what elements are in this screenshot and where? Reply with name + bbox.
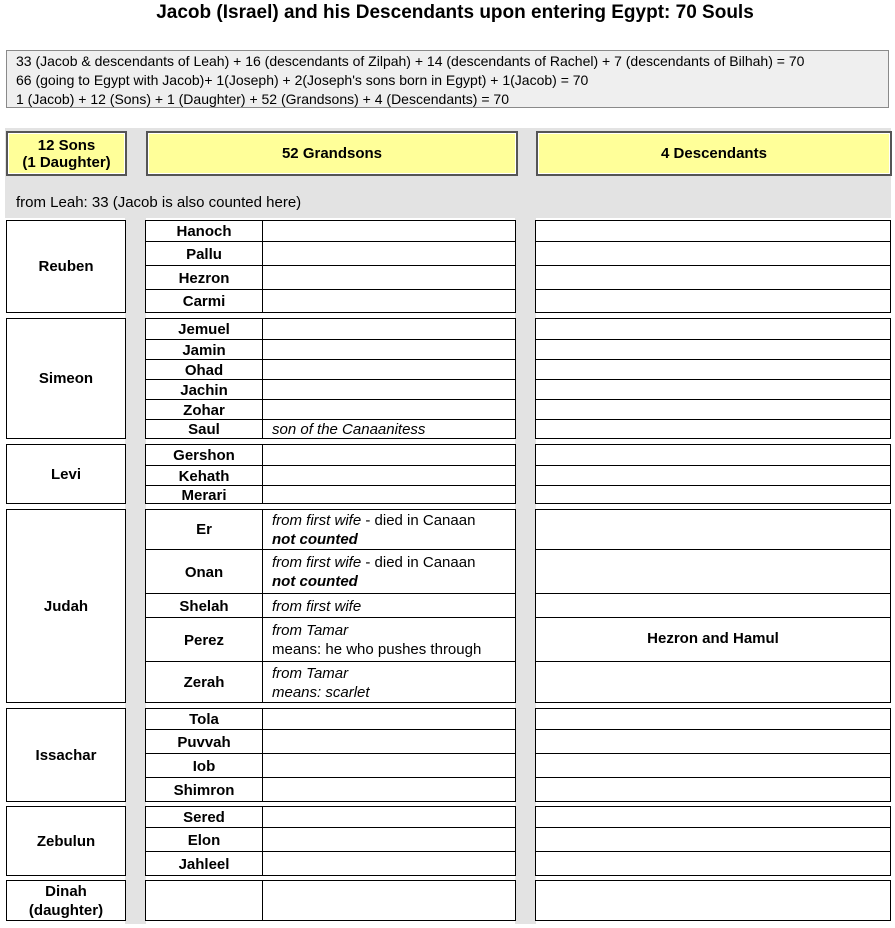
grandson-group <box>145 220 516 313</box>
grandson-row <box>146 265 515 290</box>
grandson-note <box>263 730 515 754</box>
son-name: Levi <box>50 465 81 483</box>
grandson-name: Sered <box>146 807 263 827</box>
grandson-name: Shelah <box>146 594 263 618</box>
section-heading: from Leah: 33 (Jacob is also counted here) <box>16 194 302 211</box>
grandson-name <box>146 881 263 920</box>
grandson-row <box>146 241 515 266</box>
grandson-row <box>146 289 515 313</box>
grandson-name: Carmi <box>146 290 263 313</box>
son-name: Zebulun <box>36 832 96 850</box>
grandson-row <box>146 729 515 754</box>
son-name-note: (daughter) <box>28 901 104 919</box>
grandson-note <box>263 550 515 594</box>
grandson-row <box>146 881 515 920</box>
grandson-group <box>145 880 516 921</box>
grandson-note <box>263 319 515 339</box>
grandson-row <box>146 709 515 729</box>
note-text: - died in Canaan <box>361 554 476 571</box>
descendant-names: Hezron and Hamul <box>647 630 779 647</box>
son-cell <box>6 708 126 802</box>
grandson-note <box>263 400 515 420</box>
grandson-row <box>146 419 515 439</box>
grandson-name: Ohad <box>146 360 263 380</box>
grandson-group <box>145 318 516 439</box>
descendant-group <box>535 444 891 504</box>
son-name: Judah <box>43 597 89 615</box>
note-emphasis: not counted <box>272 573 358 590</box>
son-cell <box>6 806 126 876</box>
gutter-right <box>515 218 536 924</box>
grandson-name: Jahleel <box>146 852 263 876</box>
grandson-name: Zohar <box>146 400 263 420</box>
grandson-note <box>263 266 515 290</box>
grandson-name: Perez <box>146 618 263 662</box>
header-sons-line1: 12 Sons <box>37 136 96 154</box>
grandson-name: Jachin <box>146 380 263 400</box>
grandson-note <box>263 466 515 486</box>
grandson-name: Tola <box>146 709 263 729</box>
grandson-group <box>145 806 516 876</box>
grandson-row <box>146 445 515 465</box>
grandson-note <box>263 360 515 380</box>
note-text: from first wife <box>272 511 362 529</box>
note-text: son of the Canaanitess <box>272 421 426 438</box>
header-sons-line2: (1 Daughter) <box>22 153 111 171</box>
grandson-name: Hanoch <box>146 221 263 241</box>
grandson-row <box>146 399 515 420</box>
son-cell <box>6 220 126 313</box>
grandson-note <box>263 445 515 465</box>
son-cell <box>6 509 126 703</box>
note-text: means: scarlet <box>272 683 370 701</box>
grandson-group <box>145 444 516 504</box>
grandson-row <box>146 379 515 400</box>
grandson-note <box>263 340 515 360</box>
note-text: means: he who pushes through <box>272 641 482 658</box>
header-sons <box>6 131 127 176</box>
grandson-name: Saul <box>146 420 263 439</box>
grandson-note <box>263 221 515 241</box>
grandson-note <box>263 709 515 729</box>
grandson-note <box>263 510 515 549</box>
grandson-note <box>263 807 515 827</box>
note-text: - died in Canaan <box>361 511 476 529</box>
grandson-note <box>263 852 515 876</box>
grandson-name: Gershon <box>146 445 263 465</box>
descendant-group <box>535 220 891 313</box>
grandson-name: Hezron <box>146 266 263 290</box>
grandson-row <box>146 485 515 504</box>
grandson-note <box>263 242 515 266</box>
grandson-row <box>146 221 515 241</box>
son-cell <box>6 318 126 439</box>
descendant-group <box>535 509 891 703</box>
grandson-note <box>263 828 515 852</box>
grandson-note <box>263 618 515 662</box>
note-emphasis: not counted <box>272 530 358 548</box>
note-text: from first wife <box>272 597 362 615</box>
grandson-name: Iob <box>146 754 263 778</box>
grandson-row <box>146 593 515 618</box>
grandson-row <box>146 827 515 852</box>
son-name: Dinah <box>45 882 87 900</box>
grandson-row <box>146 753 515 778</box>
grandson-note <box>263 594 515 618</box>
grandson-note <box>263 290 515 313</box>
header-descendants: 4 Descendants <box>536 131 892 176</box>
grandson-note <box>263 380 515 400</box>
descendant-group <box>535 880 891 921</box>
grandson-name: Er <box>146 510 263 549</box>
son-cell <box>6 444 126 504</box>
summary-box <box>6 50 889 108</box>
note-text: from first wife <box>272 554 362 571</box>
grandson-name: Puvvah <box>146 730 263 754</box>
descendant-group <box>535 708 891 802</box>
grandson-name: Onan <box>146 550 263 594</box>
grandson-name: Jamin <box>146 340 263 360</box>
grandson-name: Jemuel <box>146 319 263 339</box>
descendant-group <box>535 806 891 876</box>
summary-line: 1 (Jacob) + 12 (Sons) + 1 (Daughter) + 52 (Grandsons) + 4 (Descendants) = 70 <box>16 91 509 107</box>
grandson-name: Kehath <box>146 466 263 486</box>
grandson-name: Pallu <box>146 242 263 266</box>
grandson-name: Merari <box>146 486 263 504</box>
grandson-row <box>146 510 515 549</box>
grandson-row <box>146 319 515 339</box>
page-title: Jacob (Israel) and his Descendants upon entering Egypt: 70 Souls <box>156 2 754 23</box>
summary-line: 66 (going to Egypt with Jacob)+ 1(Joseph) + 2(Joseph's sons born in Egypt) + 1(Jacob) = 70 <box>16 72 589 88</box>
note-text: from Tamar <box>272 664 349 682</box>
grandson-row <box>146 807 515 827</box>
grandson-row <box>146 777 515 802</box>
grandson-row <box>146 465 515 486</box>
grandson-row <box>146 359 515 380</box>
son-name: Issachar <box>35 746 97 764</box>
note-text: from Tamar <box>272 622 349 639</box>
grandson-row <box>146 549 515 594</box>
grandson-name: Zerah <box>146 662 263 703</box>
grandson-note <box>263 420 515 439</box>
grandson-note <box>263 881 515 920</box>
grandson-row <box>146 661 515 703</box>
son-name: Simeon <box>38 370 94 387</box>
header-grandsons: 52 Grandsons <box>146 131 518 176</box>
grandson-note <box>263 778 515 802</box>
grandson-row <box>146 617 515 662</box>
gutter-left <box>125 218 146 924</box>
grandson-group <box>145 509 516 703</box>
grandson-name: Shimron <box>146 778 263 802</box>
descendant-group <box>535 318 891 439</box>
grandson-row <box>146 339 515 360</box>
son-cell <box>6 880 126 921</box>
grandson-note <box>263 662 515 703</box>
grandson-group <box>145 708 516 802</box>
grandson-note <box>263 486 515 504</box>
grandson-note <box>263 754 515 778</box>
grandson-name: Elon <box>146 828 263 852</box>
summary-line: 33 (Jacob & descendants of Leah) + 16 (descendants of Zilpah) + 14 (descendants of Rachel) + 7 (descendants of Bilhah) = 70 <box>16 53 805 69</box>
grandson-row <box>146 851 515 876</box>
son-name: Reuben <box>38 258 94 275</box>
